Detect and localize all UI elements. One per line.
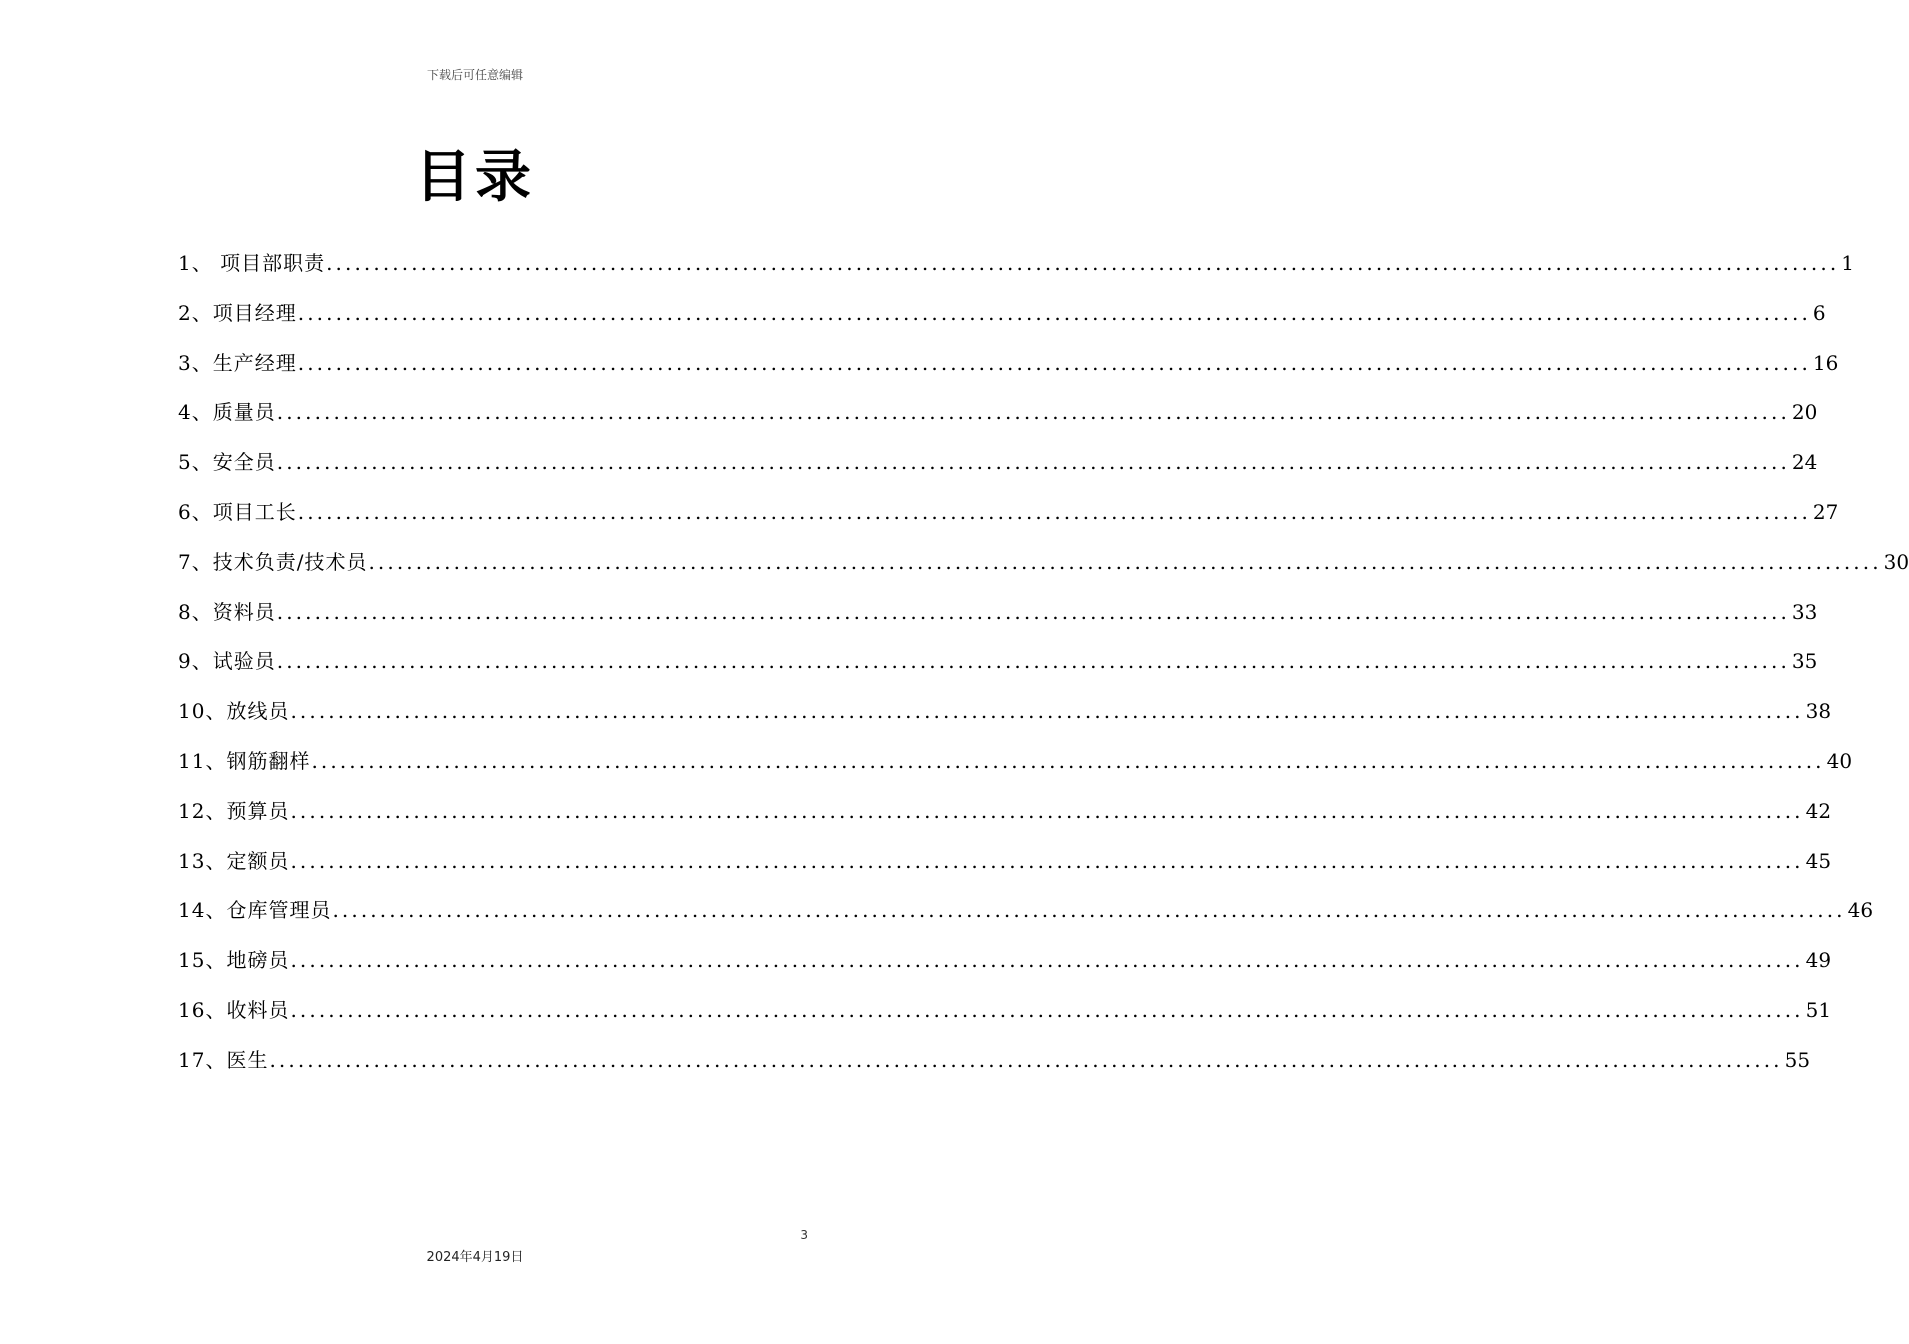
toc-entry-label: 17、医生	[178, 1047, 269, 1072]
toc-entry-label: 3、生产经理	[178, 350, 297, 375]
toc-entry[interactable]	[178, 346, 1839, 396]
toc-dot-leader: ................................................................................................................................................................	[290, 699, 1804, 724]
toc-entry-page: 38	[1805, 699, 1832, 724]
toc-entry-label: 15、地磅员	[178, 948, 290, 973]
toc-dot-leader: ................................................................................................................................................................	[297, 499, 1811, 524]
toc-entry-label: 16、收料员	[178, 997, 290, 1022]
toc-entry-label: 6、项目工长	[178, 499, 297, 524]
toc-entry-page: 40	[1826, 748, 1853, 773]
toc-entry-page: 46	[1847, 898, 1874, 923]
toc-dot-leader: ................................................................................................................................................................	[290, 948, 1804, 973]
footer-date: 2024年4月19日	[426, 1250, 524, 1265]
toc-entry[interactable]	[178, 993, 1832, 1043]
toc-entry-page: 1	[1841, 251, 1855, 275]
toc-dot-leader: ................................................................................................................................................................	[269, 1047, 1783, 1072]
toc-dot-leader: ................................................................................................................................................................	[326, 251, 1840, 275]
toc-dot-leader: ................................................................................................................................................................	[297, 300, 1811, 325]
toc-entry-page: 33	[1791, 599, 1818, 624]
toc-entry-label: 7、技术负责/技术员	[178, 549, 368, 574]
toc-dot-leader: ................................................................................................................................................................	[290, 848, 1804, 873]
toc-entry-label: 4、质量员	[178, 400, 276, 425]
toc-entry-page: 27	[1812, 499, 1839, 524]
toc-entry-page: 35	[1791, 649, 1818, 674]
toc-entry-label: 2、项目经理	[178, 300, 297, 325]
toc-entry-page: 30	[1883, 549, 1909, 574]
page-number: 3	[800, 1228, 808, 1242]
toc-entry[interactable]	[178, 694, 1832, 744]
toc-entry[interactable]	[178, 844, 1832, 894]
toc-entry-page: 16	[1812, 350, 1839, 375]
toc-dot-leader: ................................................................................................................................................................	[276, 400, 1790, 425]
toc-entry[interactable]	[178, 595, 1818, 645]
toc-entry-label: 9、试验员	[178, 649, 276, 674]
toc-entry-label: 8、资料员	[178, 599, 276, 624]
toc-entry-page: 45	[1805, 848, 1832, 873]
toc-entry-label: 12、预算员	[178, 798, 290, 823]
toc-entry[interactable]	[178, 545, 1909, 595]
toc-entry[interactable]	[178, 495, 1839, 545]
toc-entry[interactable]	[178, 445, 1818, 495]
toc-dot-leader: ................................................................................................................................................................	[276, 450, 1790, 475]
toc-entry-label: 14、仓库管理员	[178, 898, 332, 923]
toc-entry-label: 1、 项目部职责	[178, 251, 326, 275]
table-of-contents	[178, 246, 1909, 1093]
toc-dot-leader: ................................................................................................................................................................	[276, 599, 1790, 624]
toc-entry[interactable]	[178, 943, 1832, 993]
toc-dot-leader: ................................................................................................................................................................	[297, 350, 1811, 375]
toc-entry-label: 11、钢筋翻样	[178, 748, 311, 773]
toc-entry[interactable]	[178, 794, 1832, 844]
toc-dot-leader: ................................................................................................................................................................	[332, 898, 1846, 923]
page-title: 目录	[415, 145, 535, 210]
toc-entry-label: 13、定额员	[178, 848, 290, 873]
toc-entry[interactable]	[178, 644, 1818, 694]
toc-entry[interactable]	[178, 1043, 1811, 1093]
toc-entry[interactable]	[178, 893, 1874, 943]
toc-entry-label: 10、放线员	[178, 699, 290, 724]
toc-entry-label: 5、安全员	[178, 450, 276, 475]
header-note: 下载后可任意编辑	[426, 68, 523, 82]
toc-entry-page: 6	[1812, 300, 1826, 325]
toc-entry[interactable]	[178, 296, 1826, 346]
toc-dot-leader: ................................................................................................................................................................	[290, 997, 1804, 1022]
toc-entry[interactable]	[178, 246, 1855, 296]
toc-entry-page: 42	[1805, 798, 1832, 823]
toc-entry-page: 24	[1791, 450, 1818, 475]
toc-entry-page: 55	[1784, 1047, 1811, 1072]
toc-entry-page: 49	[1805, 948, 1832, 973]
toc-dot-leader: ................................................................................................................................................................	[368, 549, 1882, 574]
toc-dot-leader: ................................................................................................................................................................	[276, 649, 1790, 674]
toc-dot-leader: ................................................................................................................................................................	[311, 748, 1825, 773]
toc-entry[interactable]	[178, 744, 1853, 794]
toc-dot-leader: ................................................................................................................................................................	[290, 798, 1804, 823]
toc-entry-page: 20	[1791, 400, 1818, 425]
toc-entry[interactable]	[178, 395, 1818, 445]
toc-entry-page: 51	[1805, 997, 1832, 1022]
